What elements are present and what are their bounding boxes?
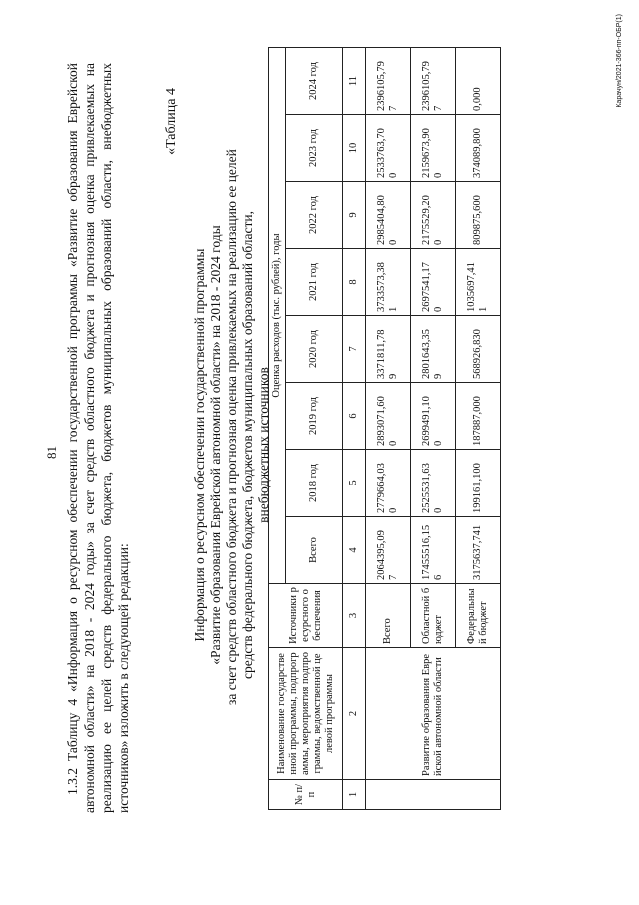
program-number <box>366 780 501 810</box>
value-cell: 2525531,63 0 <box>411 450 456 517</box>
title-line: Информация о ресурсном обеспечении государственной программы <box>192 248 207 642</box>
value-cell: 1035697,41 1 <box>456 249 501 316</box>
value-cell: 0,000 <box>456 48 501 115</box>
value-cell: 2159673,90 0 <box>411 115 456 182</box>
intro-paragraph: 1.3.2 Таблицу 4 «Информация о ресурсном обеспечении государственной программы «Развитие образования Еврейской автономной области» на 2018 - 2024 годы» за счет средств областного бюджета и прогнозная оценка привлекаемых на реализацию ее целей средств федерального бюджета, бюджетов муниципальных образований области, внебюджетных источников» изложить в следующей редакции: <box>65 63 131 813</box>
column-number: 10 <box>343 115 366 182</box>
column-number: 4 <box>343 517 366 584</box>
value-cell: 2985404,80 0 <box>366 182 411 249</box>
table-label: «Таблица 4 <box>164 88 179 155</box>
value-cell: 17455516,15 6 <box>411 517 456 584</box>
footer-document-code: Карачун/2021-366-пп-ОБР(1) <box>616 14 623 108</box>
value-cell: 568926,830 <box>456 316 501 383</box>
header-year: Всего <box>286 517 343 584</box>
source-cell: Федеральный бюджет <box>456 584 501 648</box>
column-number: 3 <box>343 584 366 648</box>
table-title <box>192 149 272 705</box>
title-line: «Развитие образования Еврейской автономной области» на 2018 - 2024 годы <box>208 225 223 665</box>
source-cell: Всего <box>366 584 411 648</box>
header-row <box>269 48 286 810</box>
column-number: 1 <box>343 780 366 810</box>
header-year: 2018 год <box>286 450 343 517</box>
value-cell: 2801643,35 9 <box>411 316 456 383</box>
page-number: 81 <box>44 446 59 459</box>
value-cell: 2779664,03 0 <box>366 450 411 517</box>
header-year: 2019 год <box>286 383 343 450</box>
column-number-row <box>343 48 366 810</box>
column-number: 2 <box>343 648 366 780</box>
column-number: 7 <box>343 316 366 383</box>
value-cell: 3175637,741 <box>456 517 501 584</box>
title-line: за счет средств областного бюджета и прогнозная оценка привлекаемых на реализацию ее целей <box>224 149 239 705</box>
header-estimate: Оценка расходов (тыс. рублей), годы <box>269 48 286 584</box>
column-number: 11 <box>343 48 366 115</box>
value-cell: 3371811,78 9 <box>366 316 411 383</box>
header-year: 2021 год <box>286 249 343 316</box>
value-cell: 199161,100 <box>456 450 501 517</box>
value-cell: 809875,600 <box>456 182 501 249</box>
value-cell: 2175529,20 0 <box>411 182 456 249</box>
table-row <box>366 48 411 810</box>
source-cell: Областной бюджет <box>411 584 456 648</box>
header-name: Наименование государственной программы, подпрограммы, мероприятия подпрограммы, ведомственной целевой программы <box>269 648 343 780</box>
header-year: 2020 год <box>286 316 343 383</box>
header-num: № п/п <box>269 780 343 810</box>
value-cell: 374089,800 <box>456 115 501 182</box>
value-cell: 2699491,10 0 <box>411 383 456 450</box>
resource-table <box>268 47 501 810</box>
column-number: 5 <box>343 450 366 517</box>
title-line: внебюджетных источников <box>256 367 271 523</box>
value-cell: 2064395,09 7 <box>366 517 411 584</box>
value-cell: 2697541,17 0 <box>411 249 456 316</box>
program-name: Развитие образования Еврейской автономной области <box>366 648 501 780</box>
title-line: средств федерального бюджета, бюджетов муниципальных образований области, <box>240 210 255 680</box>
header-year: 2024 год <box>286 48 343 115</box>
column-number: 9 <box>343 182 366 249</box>
column-number: 8 <box>343 249 366 316</box>
value-cell: 2396105,79 7 <box>366 48 411 115</box>
column-number: 6 <box>343 383 366 450</box>
value-cell: 2893071,60 0 <box>366 383 411 450</box>
value-cell: 2396105,79 7 <box>411 48 456 115</box>
value-cell: 2533763,70 0 <box>366 115 411 182</box>
value-cell: 3733573,38 1 <box>366 249 411 316</box>
header-year: 2023 год <box>286 115 343 182</box>
header-year: 2022 год <box>286 182 343 249</box>
header-source: Источники ресурсного обеспечения <box>269 584 343 648</box>
value-cell: 187887,000 <box>456 383 501 450</box>
